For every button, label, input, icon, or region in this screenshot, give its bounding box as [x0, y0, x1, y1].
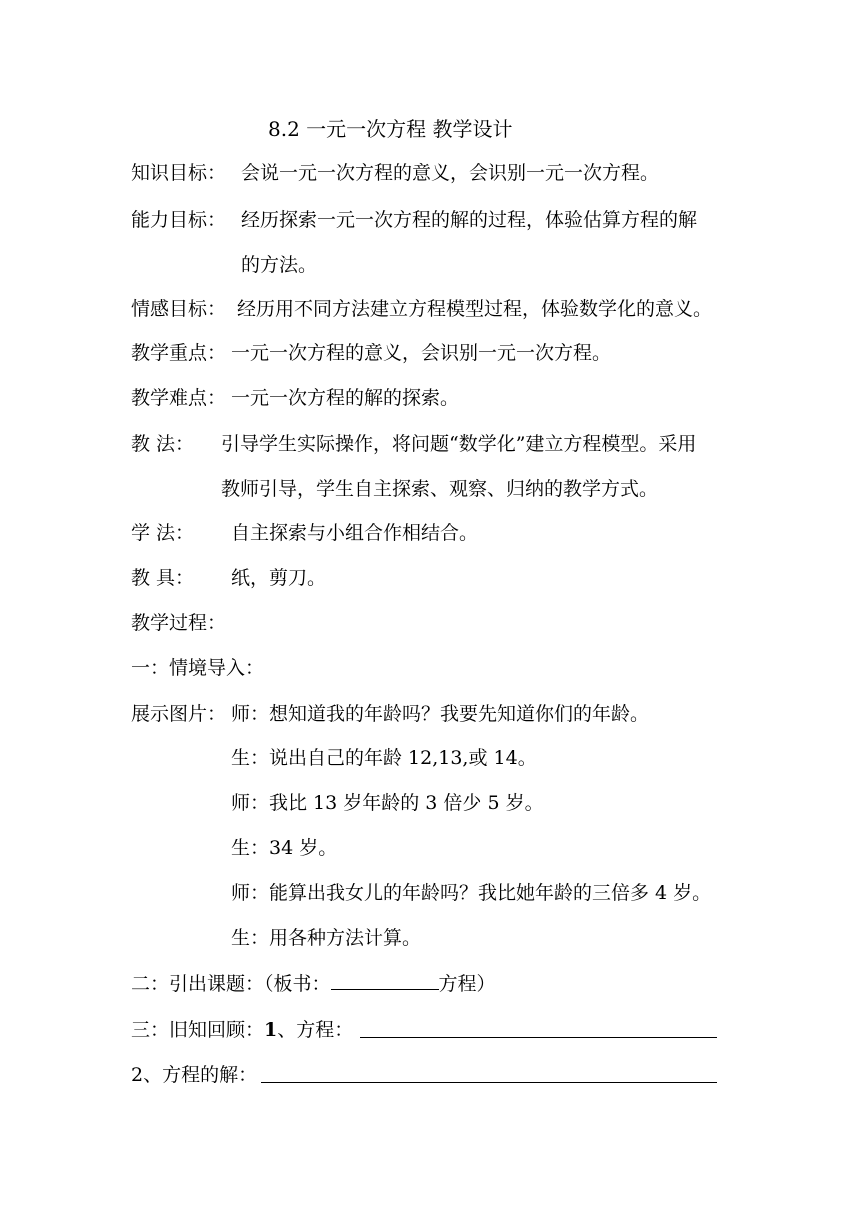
label-show-picture: 展示图片： [131, 703, 227, 725]
label-difficulty: 教学难点： [131, 387, 227, 409]
label-learning-method: 学 法： [131, 522, 195, 544]
dialogue-line-3: 师：我比 13 岁年龄的 3 倍少 5 岁。 [231, 792, 544, 814]
heading-section-1: 一：情境导入： [131, 657, 265, 679]
text-key-point: 一元一次方程的意义，会识别一元一次方程。 [231, 342, 612, 364]
fill-in-blank [331, 971, 439, 990]
text-teaching-method: 引导学生实际操作，将问题“数学化”建立方程模型。采用 [221, 433, 697, 455]
dialogue-line-2: 生：说出自己的年龄 12,13,或 14。 [231, 747, 537, 769]
dialogue-line-6: 生：用各种方法计算。 [231, 927, 422, 949]
text-teaching-method-cont: 教师引导，学生自主探索、观察、归纳的教学方式。 [221, 478, 659, 500]
label-knowledge-goal: 知识目标： [131, 162, 227, 184]
dialogue-line-5: 师：能算出我女儿的年龄吗？我比她年龄的三倍多 4 岁。 [231, 882, 712, 904]
heading-teaching-process: 教学过程： [131, 612, 227, 634]
equation-blank-line [360, 1037, 717, 1038]
text-knowledge-goal: 会说一元一次方程的意义，会识别一元一次方程。 [241, 162, 660, 184]
dialogue-line-1: 师：想知道我的年龄吗？我要先知道你们的年龄。 [231, 703, 650, 725]
page-title: 8.2 一元一次方程 教学设计 [268, 117, 513, 141]
text-ability-goal-cont: 的方法。 [241, 254, 318, 276]
section-2-suffix: 方程） [438, 973, 496, 995]
label-emotion-goal: 情感目标： [131, 298, 227, 320]
label-ability-goal: 能力目标： [131, 209, 227, 231]
section-3-number: 1 [264, 1019, 278, 1041]
label-key-point: 教学重点： [131, 342, 227, 364]
section-3-prefix: 三：旧知回顾： [131, 1019, 265, 1041]
section-3-line [131, 1018, 353, 1042]
solution-blank-line [261, 1082, 717, 1083]
label-teaching-tools: 教 具： [131, 567, 195, 589]
text-teaching-tools: 纸，剪刀。 [231, 567, 327, 589]
section-2-line [131, 971, 496, 996]
text-difficulty: 一元一次方程的解的探索。 [231, 387, 460, 409]
text-learning-method: 自主探索与小组合作相结合。 [231, 522, 479, 544]
section-3-text: 、方程： [277, 1019, 354, 1041]
text-emotion-goal: 经历用不同方法建立方程模型过程，体验数学化的意义。 [237, 298, 713, 320]
section-2-prefix: 二：引出课题：（板书： [131, 973, 331, 995]
label-teaching-method: 教 法： [131, 433, 195, 455]
dialogue-line-4: 生：34 岁。 [231, 837, 338, 859]
text-ability-goal: 经历探索一元一次方程的解的过程，体验估算方程的解 [241, 209, 698, 231]
section-3b-prefix: 2、方程的解： [131, 1064, 258, 1086]
